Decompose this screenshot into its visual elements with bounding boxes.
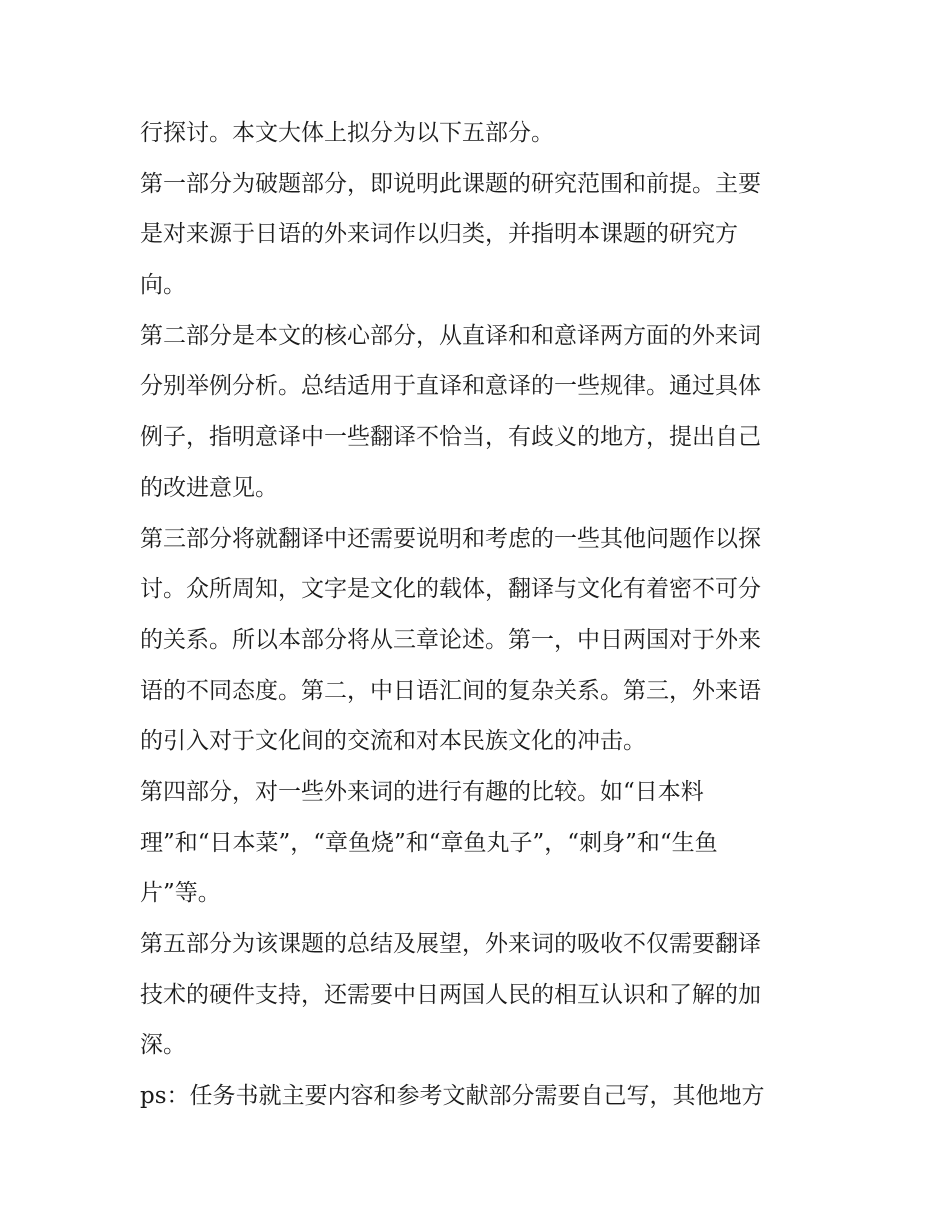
text-line: 第五部分为该课题的总结及展望，外来词的吸收不仅需要翻译 (140, 931, 761, 957)
text-line: 片”等。 (140, 880, 221, 907)
text-line: 第三部分将就翻译中还需要说明和考虑的一些其他问题作以探 (140, 525, 761, 552)
text-line: 理”和“日本菜”，“章鱼烧”和“章鱼丸子”，“刺身”和“生鱼 (140, 829, 718, 856)
text-line: 第四部分，对一些外来词的进行有趣的比较。如“日本料 (140, 778, 704, 805)
text-line: 讨。众所周知，文字是文化的载体，翻译与文化有着密不可分 (140, 576, 761, 603)
text-line: 行探讨。本文大体上拟分为以下五部分。 (140, 120, 554, 146)
text-line: 第一部分为破题部分，即说明此课题的研究范围和前提。主要 (140, 170, 761, 197)
text-line: 深。 (140, 1032, 186, 1059)
text-line: 例子，指明意译中一些翻译不恰当，有歧义的地方，提出自己 (140, 424, 761, 451)
text-line: 技术的硬件支持，还需要中日两国人民的相互认识和了解的加 (140, 981, 761, 1008)
text-line: 的改进意见。 (140, 474, 278, 501)
text-line: ps：任务书就主要内容和参考文献部分需要自己写，其他地方 (140, 1083, 765, 1110)
text-line: 是对来源于日语的外来词作以归类，并指明本课题的研究方 (140, 221, 738, 248)
text-line: 语的不同态度。第二，中日语汇间的复杂关系。第三，外来语 (140, 677, 761, 704)
text-line: 的关系。所以本部分将从三章论述。第一，中日两国对于外来 (140, 626, 761, 653)
text-line: 的引入对于文化间的交流和对本民族文化的冲击。 (140, 728, 646, 755)
document-body (140, 108, 820, 1122)
text-line: 向。 (140, 272, 186, 299)
text-line: 分别举例分析。总结适用于直译和意译的一些规律。通过具体 (140, 373, 761, 400)
text-line: 第二部分是本文的核心部分，从直译和和意译两方面的外来词 (140, 322, 761, 349)
